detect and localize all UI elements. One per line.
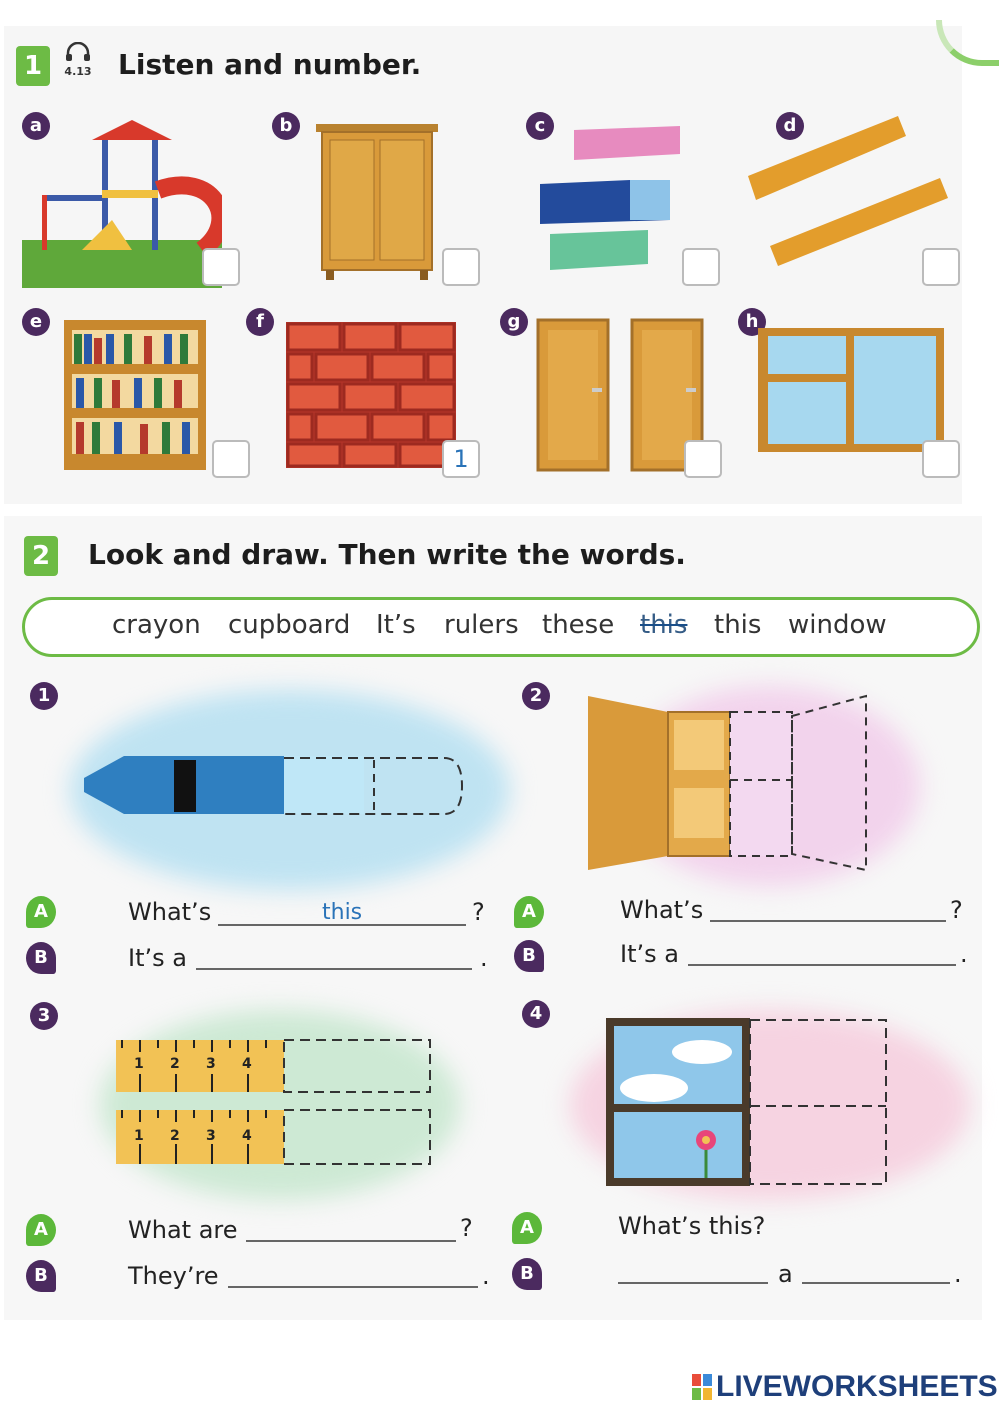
exercise-1-title: Listen and number. [118,48,422,81]
exercise-2-number: 2 [24,536,58,576]
item-number-4: 4 [522,1000,550,1028]
liveworksheets-logo-icon [692,1374,712,1400]
speaker-a-badge: A [26,896,56,928]
item-letter-g: g [500,308,528,336]
item-letter-e: e [22,308,50,336]
question-4-text: What’s this? [618,1212,766,1240]
full-stop: . [954,1260,962,1288]
answer-box-e[interactable] [212,440,250,478]
answer-line[interactable] [710,920,946,922]
full-stop: . [482,1262,490,1290]
speaker-a-badge: A [26,1214,56,1246]
ruler-tick-label: 2 [170,1056,180,1072]
item-number-3: 3 [30,1002,58,1030]
erasers-picture [530,124,680,274]
answer-1a[interactable]: this [322,900,363,925]
item-number-2: 2 [522,682,550,710]
ruler-tick-label: 1 [134,1128,144,1144]
word-bank-item: It’s [376,610,416,640]
answer-1-text: It’s a [128,944,187,972]
question-mark: ? [950,896,963,924]
ruler-tick-label: 2 [170,1128,180,1144]
crayon-picture [84,752,468,818]
question-mark: ? [472,898,485,926]
word-bank-item: rulers [444,610,519,640]
question-mark: ? [460,1214,473,1242]
word-bank-item: this [714,610,762,640]
footer-brand: LIVEWORKSHEETS [716,1370,998,1403]
cupboard-picture [588,690,870,872]
doors-picture [536,318,706,472]
item-letter-b: b [272,112,300,140]
speaker-a-badge: A [512,1212,542,1244]
item-letter-f: f [246,308,274,336]
brick-wall-picture [286,322,456,468]
answer-line[interactable] [802,1282,950,1284]
answer-box-c[interactable] [682,248,720,286]
answer-box-b[interactable] [442,248,480,286]
answer-box-g[interactable] [684,440,722,478]
audio-track-label: 4.13 [64,65,92,78]
answer-4-article: a [778,1260,793,1288]
word-bank-item: these [542,610,615,640]
ruler-tick-label: 3 [206,1056,216,1072]
answer-line[interactable] [246,1240,456,1242]
speaker-b-badge: B [26,1260,56,1292]
word-bank-item-used: this [640,610,688,640]
answer-box-h[interactable] [922,440,960,478]
question-3-text: What are [128,1216,238,1244]
answer-line[interactable] [688,964,956,966]
answer-3-text: They’re [128,1262,219,1290]
cupboard-picture [316,124,440,280]
bookcase-picture [64,320,206,470]
question-2-text: What’s [620,896,704,924]
full-stop: . [480,944,488,972]
speaker-b-badge: B [514,940,544,972]
full-stop: . [960,940,968,968]
answer-box-a[interactable] [202,248,240,286]
playground-picture [22,120,222,290]
item-letter-c: c [526,112,554,140]
window-picture [756,326,946,454]
window-picture [604,1016,890,1188]
answer-box-d[interactable] [922,248,960,286]
answer-line[interactable] [196,968,472,970]
word-bank-item: cupboard [228,610,351,640]
speaker-b-badge: B [26,942,56,974]
word-bank-item: crayon [112,610,201,640]
item-letter-a: a [22,112,50,140]
word-bank-item: window [788,610,887,640]
answer-line[interactable] [228,1286,478,1288]
ruler-tick-label: 4 [242,1128,252,1144]
question-1-text: What’s [128,898,212,926]
item-number-1: 1 [30,682,58,710]
ruler-tick-label: 3 [206,1128,216,1144]
answer-line[interactable] [618,1282,768,1284]
rulers-picture [748,116,948,276]
answer-2-text: It’s a [620,940,679,968]
headphones-icon [60,42,96,82]
exercise-2-title: Look and draw. Then write the words. [88,538,686,571]
answer-box-f[interactable]: 1 [442,440,480,478]
item-letter-h: h [738,308,766,336]
speaker-b-badge: B [512,1258,542,1290]
rulers-picture [112,1034,434,1168]
ruler-tick-label: 4 [242,1056,252,1072]
ruler-tick-label: 1 [134,1056,144,1072]
exercise-1-number: 1 [16,46,50,86]
speaker-a-badge: A [514,896,544,928]
item-letter-d: d [776,112,804,140]
